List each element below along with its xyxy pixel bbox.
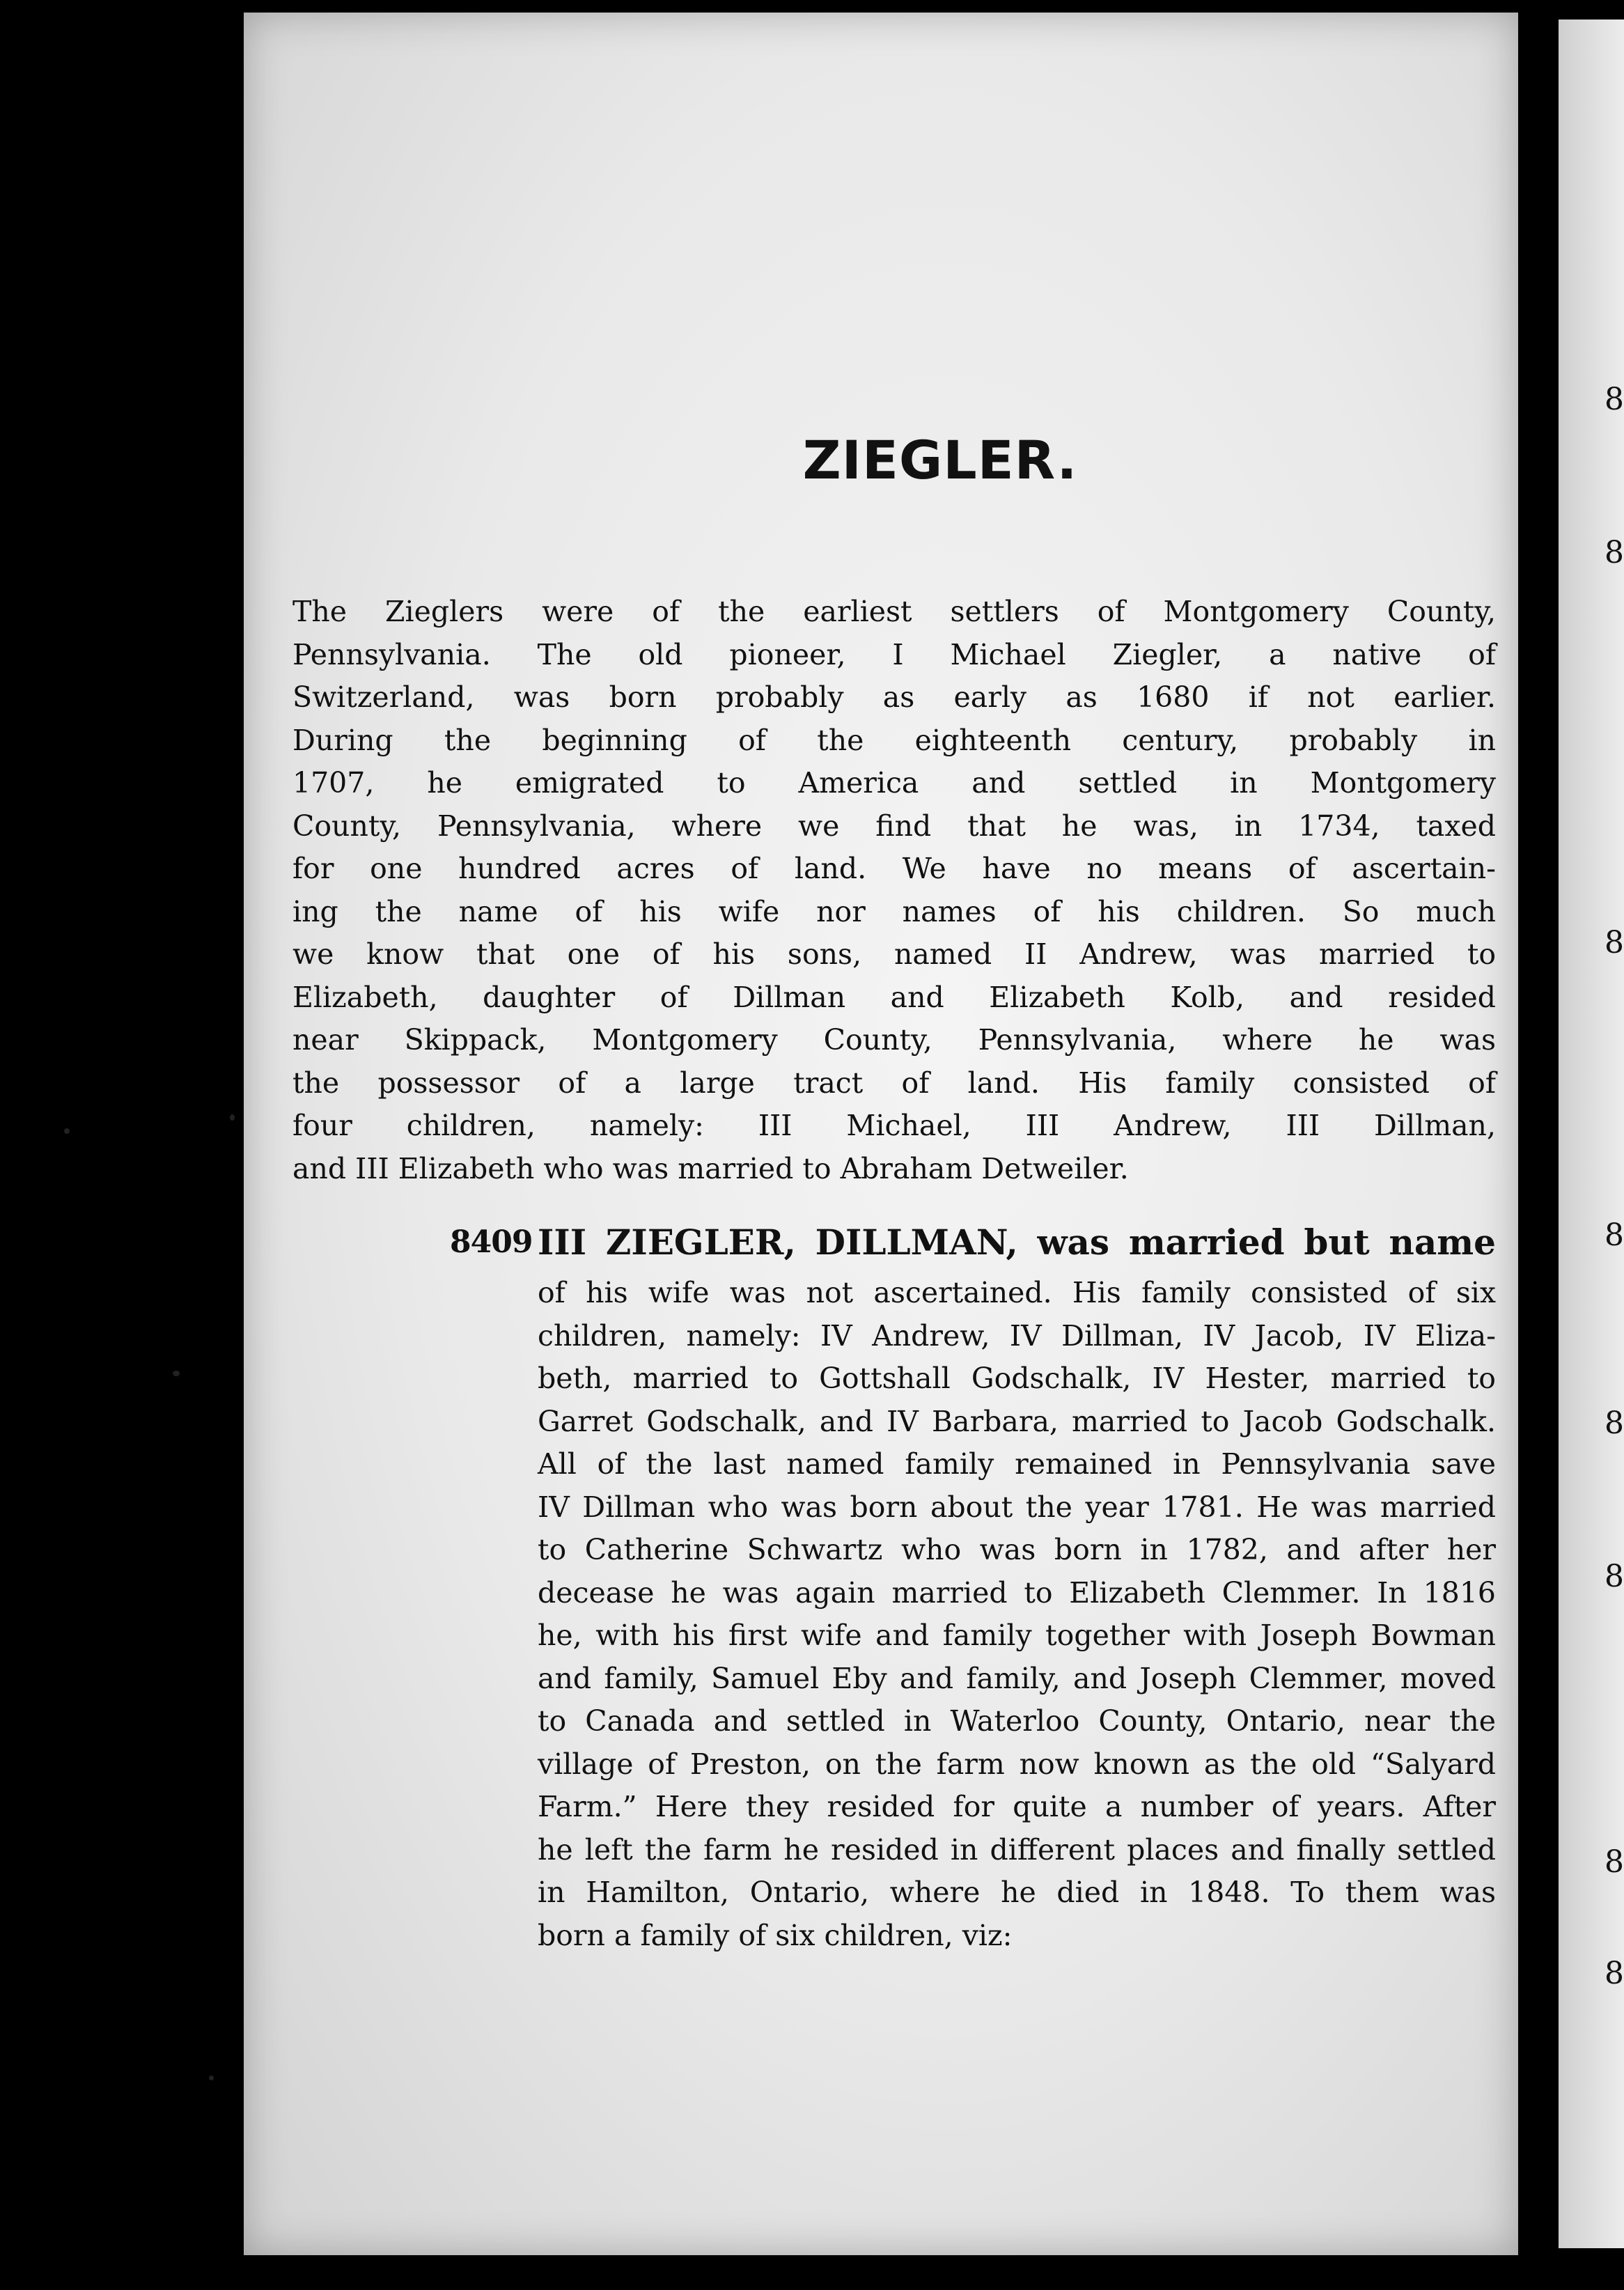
text-line: Garret Godschalk, and IV Barbara, married to Jacob Godschalk.: [538, 1404, 1496, 1438]
adjacent-page-fragment: 8: [1605, 1559, 1624, 1594]
entry-name-line: III ZIEGLER, DILLMAN, was married but name: [538, 1222, 1496, 1263]
text-line: ing the name of his wife nor names of his children. So much: [292, 894, 1496, 928]
text-line: Switzerland, was born probably as early as 1680 if not earlier.: [292, 680, 1496, 714]
text-line: The Zieglers were of the earliest settlers of Montgomery County,: [292, 595, 1496, 628]
scan-speck: [173, 1371, 180, 1376]
text-line: children, namely: IV Andrew, IV Dillman, IV Jacob, IV Eliza-: [538, 1318, 1496, 1353]
adjacent-page-fragment: 8: [1605, 1844, 1624, 1880]
text-line: During the beginning of the eighteenth century, probably in: [292, 723, 1496, 757]
adjacent-page-edge: [1559, 20, 1624, 2248]
adjacent-page-fragment: 8: [1605, 1956, 1624, 1991]
adjacent-page-fragment: 8: [1605, 382, 1624, 417]
text-line: and III Elizabeth who was married to Abraham Detweiler.: [292, 1151, 1129, 1185]
genealogy-entry-header: [0, 1220, 1496, 1269]
entry-number: 8409: [450, 1224, 533, 1260]
intro-paragraph: [292, 591, 1496, 1190]
text-line: to Canada and settled in Waterloo County, Ontario, near the: [538, 1704, 1496, 1738]
adjacent-page-fragment: 8: [1605, 1405, 1624, 1441]
text-line: 1707, he emigrated to America and settled in Montgomery: [292, 766, 1496, 800]
text-line: we know that one of his sons, named II Andrew, was married to: [292, 937, 1496, 971]
adjacent-page-fragment: 8: [1605, 535, 1624, 570]
text-line: four children, namely: III Michael, III Andrew, III Dillman,: [292, 1109, 1496, 1142]
adjacent-page-fragment: 8: [1605, 1217, 1624, 1253]
text-line: near Skippack, Montgomery County, Pennsylvania, where he was: [292, 1023, 1496, 1057]
text-line: Farm.” Here they resided for quite a number of years. After: [538, 1790, 1496, 1823]
text-line: Elizabeth, daughter of Dillman and Elizabeth Kolb, and resided: [292, 980, 1496, 1014]
adjacent-page-fragment: 8: [1605, 925, 1624, 960]
text-line: County, Pennsylvania, where we find that he was, in 1734, taxed: [292, 809, 1496, 843]
text-line: Pennsylvania. The old pioneer, I Michael Ziegler, a native of: [292, 637, 1496, 671]
text-line: and family, Samuel Eby and family, and Joseph Clemmer, moved: [538, 1661, 1496, 1695]
text-line: the possessor of a large tract of land. His family consisted of: [292, 1066, 1496, 1100]
text-line: decease he was again married to Elizabeth Clemmer. In 1816: [538, 1575, 1496, 1610]
text-line: IV Dillman who was born about the year 1781. He was married: [538, 1490, 1496, 1524]
text-line: village of Preston, on the farm now known as the old “Salyard: [538, 1747, 1496, 1781]
text-line: beth, married to Gottshall Godschalk, IV Hester, married to: [538, 1362, 1496, 1395]
entry-paragraph: [538, 1272, 1496, 1957]
scan-speck: [230, 1114, 235, 1121]
text-line: All of the last named family remained in Pennsylvania save: [538, 1447, 1496, 1481]
scan-speck: [64, 1128, 70, 1134]
text-line: of his wife was not ascertained. His family consisted of six: [538, 1276, 1496, 1309]
text-line: for one hundred acres of land. We have no means of ascertain-: [292, 852, 1496, 885]
text-line: born a family of six children, viz:: [538, 1918, 1013, 1952]
text-line: in Hamilton, Ontario, where he died in 1848. To them was: [538, 1876, 1496, 1909]
text-line: to Catherine Schwartz who was born in 1782, and after her: [538, 1533, 1496, 1566]
text-line: he, with his first wife and family together with Joseph Bowman: [538, 1619, 1496, 1652]
text-line: he left the farm he resided in different places and finally settled: [538, 1832, 1496, 1867]
scan-speck: [209, 2075, 214, 2080]
page-heading: ZIEGLER.: [802, 429, 1078, 491]
